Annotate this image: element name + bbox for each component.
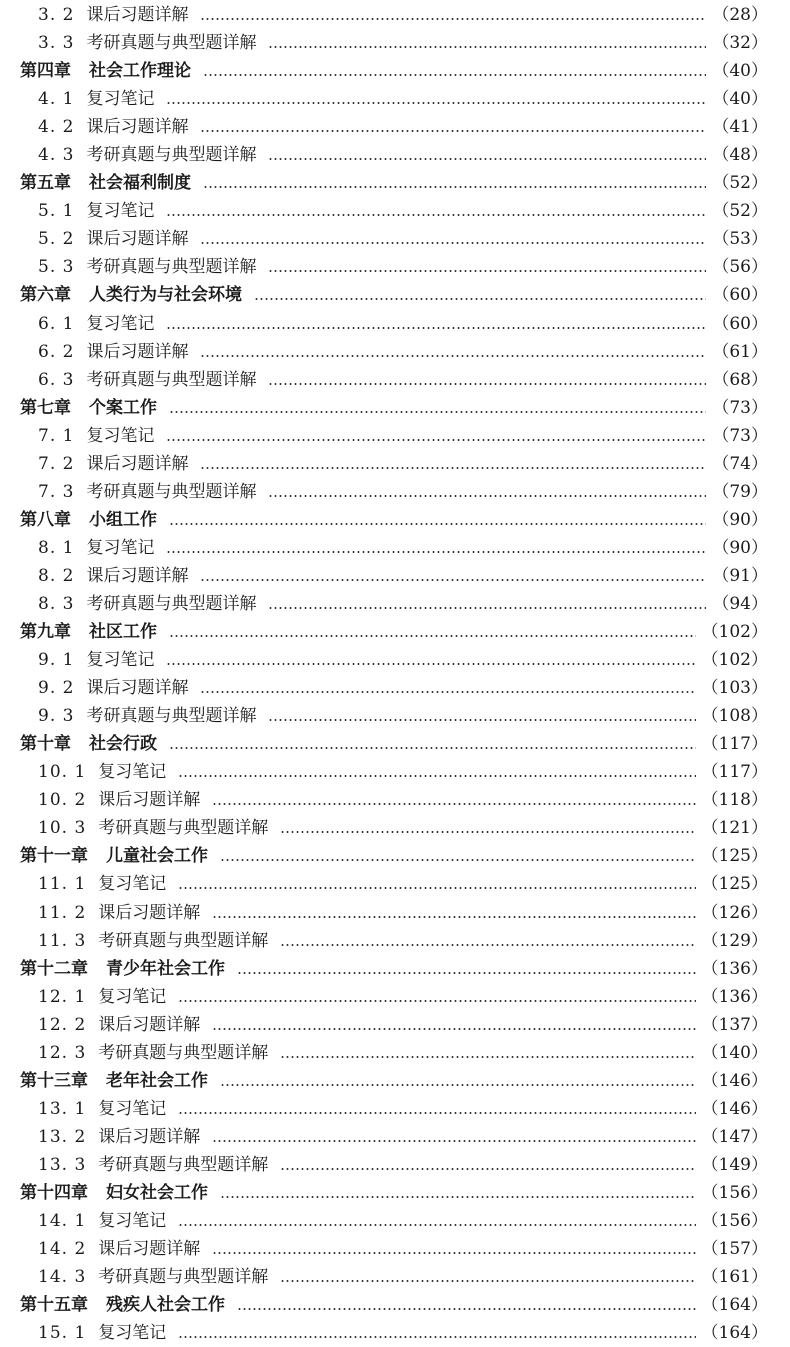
dot-leader	[200, 355, 706, 357]
toc-chapter-entry[interactable]	[0, 1067, 790, 1095]
entry-number: 15. 1	[38, 1323, 87, 1344]
entry-title: 课后习题详解	[86, 678, 189, 699]
entry-title: 课后习题详解	[86, 565, 189, 586]
entry-number: 11. 1	[38, 874, 87, 895]
dot-leader	[178, 1224, 695, 1226]
entry-title: 复习笔记	[86, 89, 155, 110]
page-number: （156）	[701, 1211, 768, 1232]
entry-title: 复习笔记	[86, 201, 155, 222]
dot-leader	[178, 1336, 695, 1338]
entry-number: 9. 1	[38, 650, 75, 671]
entry-number: 7. 1	[38, 425, 75, 446]
entry-title: 社会福利制度	[89, 173, 191, 194]
dot-leader	[212, 1028, 695, 1030]
page-number: （164）	[701, 1295, 768, 1316]
entry-number: 4. 3	[38, 145, 75, 166]
entry-number: 第十章	[20, 734, 71, 755]
dot-leader	[200, 467, 706, 469]
page-number: （102）	[701, 622, 768, 643]
page-number: （60）	[712, 285, 768, 306]
entry-title: 妇女社会工作	[106, 1182, 208, 1203]
dot-leader	[178, 1112, 695, 1114]
page-number: （136）	[701, 986, 768, 1007]
dot-leader	[166, 439, 706, 441]
toc-section-entry[interactable]	[0, 1263, 790, 1291]
page-number: （56）	[712, 257, 768, 278]
entry-number: 3. 2	[38, 5, 75, 26]
page-number: （126）	[701, 902, 768, 923]
entry-number: 5. 2	[38, 229, 75, 250]
page-number: （125）	[701, 874, 768, 895]
entry-number: 7. 2	[38, 453, 75, 474]
entry-number: 第十一章	[20, 846, 88, 867]
page-number: （52）	[712, 173, 768, 194]
entry-title: 考研真题与典型题详解	[86, 145, 257, 166]
dot-leader	[212, 803, 695, 805]
entry-title: 考研真题与典型题详解	[86, 33, 257, 54]
page-number: （118）	[701, 790, 768, 811]
page-number: （40）	[712, 61, 768, 82]
entry-number: 第十二章	[20, 958, 88, 979]
dot-leader	[268, 719, 695, 721]
entry-title: 课后习题详解	[98, 1014, 201, 1035]
page-number: （102）	[701, 650, 768, 671]
entry-title: 儿童社会工作	[106, 846, 208, 867]
dot-leader	[268, 158, 706, 160]
entry-number: 第九章	[20, 622, 71, 643]
toc-chapter-entry[interactable]	[0, 394, 790, 422]
page-number: （90）	[712, 509, 768, 530]
entry-number: 10. 3	[38, 818, 87, 839]
entry-title: 人类行为与社会环境	[89, 285, 242, 306]
page-number: （146）	[701, 1070, 768, 1091]
entry-title: 青少年社会工作	[106, 958, 225, 979]
dot-leader	[200, 18, 706, 20]
entry-number: 第六章	[20, 285, 71, 306]
entry-title: 考研真题与典型题详解	[86, 706, 257, 727]
entry-number: 第十五章	[20, 1295, 88, 1316]
toc-section-entry[interactable]	[0, 253, 790, 281]
entry-title: 残疾人社会工作	[106, 1295, 225, 1316]
entry-number: 第七章	[20, 397, 71, 418]
toc-chapter-entry[interactable]	[0, 506, 790, 534]
toc-section-entry[interactable]	[0, 1207, 790, 1235]
page-number: （74）	[712, 453, 768, 474]
entry-number: 8. 2	[38, 565, 75, 586]
dot-leader	[268, 607, 706, 609]
page-number: （149）	[701, 1154, 768, 1175]
entry-title: 小组工作	[89, 509, 157, 530]
dot-leader	[212, 1140, 695, 1142]
dot-leader	[237, 1308, 696, 1310]
entry-number: 13. 1	[38, 1098, 87, 1119]
toc-chapter-entry[interactable]	[0, 618, 790, 646]
toc-section-entry[interactable]	[0, 113, 790, 141]
toc-section-entry[interactable]	[0, 478, 790, 506]
page-number: （53）	[712, 229, 768, 250]
entry-title: 考研真题与典型题详解	[86, 369, 257, 390]
entry-number: 第五章	[20, 173, 71, 194]
entry-number: 7. 3	[38, 481, 75, 502]
toc-section-entry[interactable]	[0, 1039, 790, 1067]
toc-section-entry[interactable]	[0, 870, 790, 898]
page-number: （136）	[701, 958, 768, 979]
entry-title: 考研真题与典型题详解	[86, 257, 257, 278]
dot-leader	[280, 1168, 695, 1170]
toc-chapter-entry[interactable]	[0, 1291, 790, 1319]
entry-number: 10. 1	[38, 762, 87, 783]
toc-section-entry[interactable]	[0, 366, 790, 394]
toc-chapter-entry[interactable]	[0, 955, 790, 983]
entry-number: 4. 2	[38, 117, 75, 138]
entry-number: 第十三章	[20, 1070, 88, 1091]
page-number: （61）	[712, 341, 768, 362]
toc-section-entry[interactable]	[0, 702, 790, 730]
entry-title: 复习笔记	[98, 1323, 167, 1344]
page-number: （40）	[712, 89, 768, 110]
entry-number: 9. 3	[38, 706, 75, 727]
dot-leader	[169, 523, 706, 525]
dot-leader	[166, 663, 695, 665]
entry-number: 11. 2	[38, 902, 87, 923]
toc-chapter-entry[interactable]	[0, 1179, 790, 1207]
page-number: （94）	[712, 594, 768, 614]
dot-leader	[268, 383, 706, 385]
toc-chapter-entry[interactable]	[0, 281, 790, 309]
toc-section-entry[interactable]	[0, 814, 790, 842]
entry-number: 6. 1	[38, 313, 75, 334]
entry-title: 课后习题详解	[98, 790, 201, 811]
dot-leader	[169, 635, 696, 637]
toc-chapter-entry[interactable]	[0, 842, 790, 870]
toc-chapter-entry[interactable]	[0, 169, 790, 197]
entry-number: 12. 1	[38, 986, 87, 1007]
toc-chapter-entry[interactable]	[0, 730, 790, 758]
dot-leader	[280, 944, 695, 946]
toc-section-entry[interactable]	[0, 450, 790, 478]
entry-title: 课后习题详解	[86, 229, 189, 250]
entry-title: 课后习题详解	[98, 1126, 201, 1147]
page-number: （73）	[712, 425, 768, 446]
page-number: （68）	[712, 369, 768, 390]
page-number: （146）	[701, 1098, 768, 1119]
entry-title: 课后习题详解	[86, 5, 189, 26]
entry-title: 复习笔记	[98, 762, 167, 783]
entry-title: 课后习题详解	[98, 902, 201, 923]
page-number: （73）	[712, 397, 768, 418]
dot-leader	[212, 1252, 695, 1254]
page-number: （137）	[701, 1014, 768, 1035]
toc-section-entry[interactable]	[0, 674, 790, 702]
entry-title: 考研真题与典型题详解	[86, 481, 257, 502]
toc-chapter-entry[interactable]	[0, 57, 790, 85]
page-number: （121）	[701, 818, 768, 839]
entry-title: 个案工作	[89, 397, 157, 418]
entry-title: 复习笔记	[98, 874, 167, 895]
entry-number: 第四章	[20, 61, 71, 82]
dot-leader	[280, 1056, 695, 1058]
entry-number: 5. 3	[38, 257, 75, 278]
entry-title: 课后习题详解	[86, 453, 189, 474]
toc-section-entry[interactable]	[0, 85, 790, 113]
page-number: （117）	[701, 762, 768, 783]
entry-title: 考研真题与典型题详解	[98, 1042, 269, 1063]
dot-leader	[280, 831, 695, 833]
dot-leader	[268, 46, 706, 48]
dot-leader	[268, 495, 706, 497]
dot-leader	[166, 214, 706, 216]
entry-number: 13. 3	[38, 1154, 87, 1175]
dot-leader	[169, 411, 706, 413]
page-number: （140）	[701, 1042, 768, 1063]
dot-leader	[178, 887, 695, 889]
page-number: （125）	[701, 846, 768, 867]
toc-section-entry[interactable]	[0, 758, 790, 786]
entry-number: 9. 2	[38, 678, 75, 699]
dot-leader	[203, 186, 706, 188]
entry-number: 14. 1	[38, 1211, 87, 1232]
dot-leader	[220, 859, 696, 861]
dot-leader	[169, 747, 696, 749]
page-number: （157）	[701, 1239, 768, 1260]
toc-section-entry[interactable]	[0, 1235, 790, 1263]
entry-number: 3. 3	[38, 33, 75, 54]
entry-title: 课后习题详解	[98, 1239, 201, 1260]
toc-section-entry[interactable]	[0, 562, 790, 590]
entry-title: 社会行政	[89, 734, 157, 755]
toc-section-entry[interactable]	[0, 1319, 790, 1347]
dot-leader	[268, 270, 706, 272]
entry-number: 8. 3	[38, 594, 75, 614]
page-number: （48）	[712, 145, 768, 166]
entry-number: 6. 3	[38, 369, 75, 390]
entry-number: 6. 2	[38, 341, 75, 362]
dot-leader	[254, 298, 706, 300]
entry-title: 考研真题与典型题详解	[98, 1154, 269, 1175]
dot-leader	[212, 916, 695, 918]
page-number: （52）	[712, 201, 768, 222]
toc-section-entry[interactable]	[0, 983, 790, 1011]
entry-title: 课后习题详解	[86, 341, 189, 362]
dot-leader	[166, 327, 706, 329]
page-number: （117）	[701, 734, 768, 755]
entry-number: 8. 1	[38, 537, 75, 558]
entry-number: 12. 2	[38, 1014, 87, 1035]
dot-leader	[178, 775, 695, 777]
page-number: （156）	[701, 1182, 768, 1203]
toc-section-entry[interactable]	[0, 225, 790, 253]
entry-number: 第十四章	[20, 1182, 88, 1203]
page-number: （164）	[701, 1323, 768, 1344]
entry-title: 复习笔记	[86, 425, 155, 446]
entry-title: 老年社会工作	[106, 1070, 208, 1091]
entry-title: 复习笔记	[98, 986, 167, 1007]
entry-title: 考研真题与典型题详解	[86, 594, 257, 614]
entry-title: 复习笔记	[98, 1211, 167, 1232]
entry-number: 10. 2	[38, 790, 87, 811]
entry-title: 社会工作理论	[89, 61, 191, 82]
page-number: （28）	[712, 5, 768, 26]
toc-section-entry[interactable]	[0, 646, 790, 674]
dot-leader	[220, 1196, 696, 1198]
page-number: （129）	[701, 930, 768, 951]
page-number: （90）	[712, 537, 768, 558]
page-number: （60）	[712, 313, 768, 334]
toc-section-entry[interactable]	[0, 534, 790, 562]
entry-title: 复习笔记	[86, 650, 155, 671]
page-number: （41）	[712, 117, 768, 138]
entry-number: 12. 3	[38, 1042, 87, 1063]
dot-leader	[178, 1000, 695, 1002]
toc-section-entry[interactable]	[0, 197, 790, 225]
entry-title: 社区工作	[89, 622, 157, 643]
entry-title: 考研真题与典型题详解	[98, 1267, 269, 1288]
entry-number: 4. 1	[38, 89, 75, 110]
entry-title: 复习笔记	[86, 537, 155, 558]
dot-leader	[166, 102, 706, 104]
toc-section-entry[interactable]	[0, 927, 790, 955]
toc-section-entry[interactable]	[0, 422, 790, 450]
toc-section-entry[interactable]	[0, 786, 790, 814]
toc-section-entry[interactable]	[0, 1011, 790, 1039]
page-number: （32）	[712, 33, 768, 54]
entry-number: 14. 3	[38, 1267, 87, 1288]
entry-number: 14. 2	[38, 1239, 87, 1260]
entry-title: 考研真题与典型题详解	[98, 930, 269, 951]
entry-title: 考研真题与典型题详解	[98, 818, 269, 839]
toc-section-entry[interactable]	[0, 141, 790, 169]
entry-number: 13. 2	[38, 1126, 87, 1147]
entry-title: 复习笔记	[98, 1098, 167, 1119]
toc-section-entry[interactable]	[0, 338, 790, 366]
page-number: （161）	[701, 1267, 768, 1288]
page-number: （103）	[701, 678, 768, 699]
dot-leader	[200, 130, 706, 132]
dot-leader	[200, 242, 706, 244]
entry-number: 11. 3	[38, 930, 87, 951]
toc-section-entry[interactable]	[0, 310, 790, 338]
dot-leader	[280, 1280, 695, 1282]
dot-leader	[220, 1084, 696, 1086]
page-number: （147）	[701, 1126, 768, 1147]
entry-number: 第八章	[20, 509, 71, 530]
toc-section-entry[interactable]	[0, 1095, 790, 1123]
dot-leader	[200, 579, 706, 581]
dot-leader	[200, 691, 695, 693]
entry-title: 复习笔记	[86, 313, 155, 334]
page-number: （91）	[712, 565, 768, 586]
page-number: （108）	[701, 706, 768, 727]
toc-section-entry[interactable]	[0, 590, 790, 618]
dot-leader	[237, 972, 696, 974]
toc-section-entry[interactable]	[0, 1151, 790, 1179]
page-number: （79）	[712, 481, 768, 502]
entry-number: 5. 1	[38, 201, 75, 222]
dot-leader	[203, 74, 706, 76]
entry-title: 课后习题详解	[86, 117, 189, 138]
dot-leader	[166, 551, 706, 553]
toc-section-entry[interactable]	[0, 1, 790, 29]
toc-section-entry[interactable]	[0, 1123, 790, 1151]
toc-section-entry[interactable]	[0, 29, 790, 57]
toc-section-entry[interactable]	[0, 899, 790, 927]
